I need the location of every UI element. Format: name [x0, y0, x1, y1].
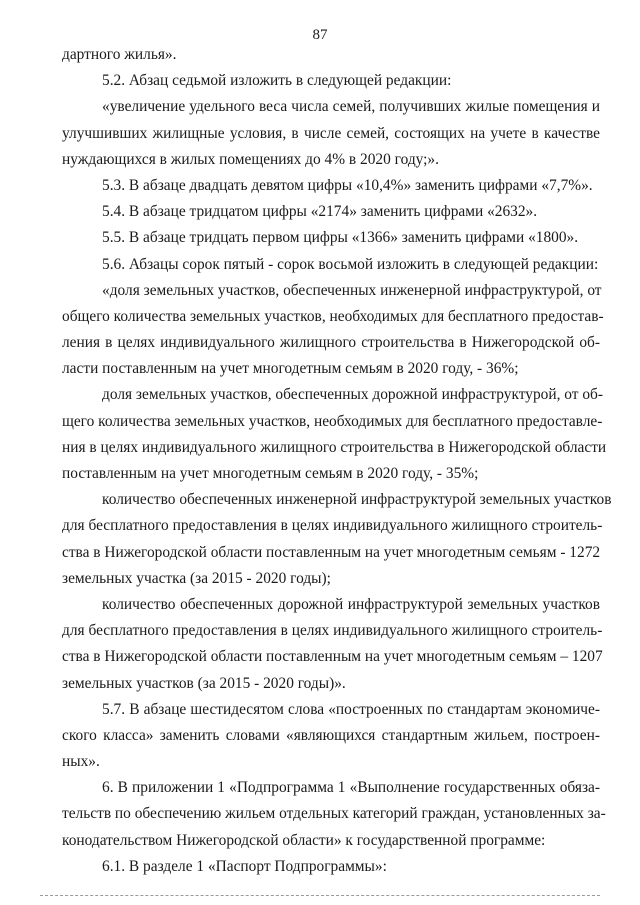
text-line: земельных участков (за 2015 - 2020 годы)».	[62, 674, 346, 692]
text-line: «увеличение удельного веса числа семей, получивших жилые помещения и	[102, 98, 600, 116]
text-line: конодательством Нижегородской области» к государственной программе:	[62, 831, 546, 849]
text-line: для бесплатного предоставления в целях индивидуального жилищного строитель-	[62, 517, 603, 535]
text-line: ского класса» заменить словами «являющихся стандартным жильем, построен-	[62, 726, 600, 744]
text-line: нуждающихся в жилых помещениях до 4% в 2020 году;».	[62, 150, 439, 168]
page-bottom-divider	[40, 895, 600, 896]
text-line: ства в Нижегородской области поставленным на учет многодетным семьям - 1272	[62, 543, 601, 561]
page-number: 87	[312, 27, 328, 43]
text-line: земельных участка (за 2015 - 2020 годы);	[62, 569, 331, 587]
text-line: количество обеспеченных дорожной инфраструктурой земельных участков	[102, 595, 600, 613]
text-line: ных».	[62, 753, 100, 771]
text-line: «доля земельных участков, обеспеченных инженерной инфраструктурой, от	[102, 281, 602, 299]
text-line: тельств по обеспечению жильем отдельных категорий граждан, установленных за-	[62, 805, 606, 823]
text-line: для бесплатного предоставления в целях индивидуального жилищного строитель-	[62, 622, 603, 640]
text-line: улучшивших жилищные условия, в числе семей, состоящих на учете в качестве	[62, 124, 600, 142]
text-line: ления в целях индивидуального жилищного строительства в Нижегородской об-	[62, 334, 600, 352]
paragraph-5-5: 5.5. В абзаце тридцать первом цифры «1366» заменить цифрами «1800».	[102, 229, 579, 247]
text-line: доля земельных участков, обеспеченных дорожной инфраструктурой, от об-	[102, 386, 604, 404]
paragraph-6: 6. В приложении 1 «Подпрограмма 1 «Выполнение государственных обяза-	[102, 779, 600, 797]
text-line: количество обеспеченных инженерной инфраструктурой земельных участков	[102, 491, 612, 509]
paragraph-5-2-heading: 5.2. Абзац седьмой изложить в следующей редакции:	[102, 72, 452, 90]
paragraph-5-3: 5.3. В абзаце двадцать девятом цифры «10,4%» заменить цифрами «7,7%».	[102, 176, 593, 194]
paragraph-5-4: 5.4. В абзаце тридцатом цифры «2174» заменить цифрами «2632».	[102, 203, 538, 221]
paragraph-6-1: 6.1. В разделе 1 «Паспорт Подпрограммы»:	[102, 857, 387, 875]
text-line: общего количества земельных участков, необходимых для бесплатного предостав-	[62, 307, 604, 325]
text-line: поставленным на учет многодетным семьям в 2020 году, - 35%;	[62, 465, 479, 482]
paragraph-5-7: 5.7. В абзаце шестидесятом слова «построенных по стандартам экономиче-	[102, 700, 600, 718]
text-line: ства в Нижегородской области поставленным на учет многодетным семьям – 1207	[62, 648, 603, 666]
paragraph-5-6-heading: 5.6. Абзацы сорок пятый - сорок восьмой изложить в следующей редакции:	[102, 255, 599, 273]
text-line: щего количества земельных участков, необходимых для бесплатного предоставле-	[62, 412, 603, 430]
document-body	[62, 42, 612, 880]
text-line: ния в целях индивидуального жилищного строительства в Нижегородской области	[62, 438, 607, 456]
text-line: ласти поставленным на учет многодетным семьям в 2020 году, - 36%;	[62, 360, 519, 378]
text-line: дартного жилья».	[62, 46, 177, 63]
